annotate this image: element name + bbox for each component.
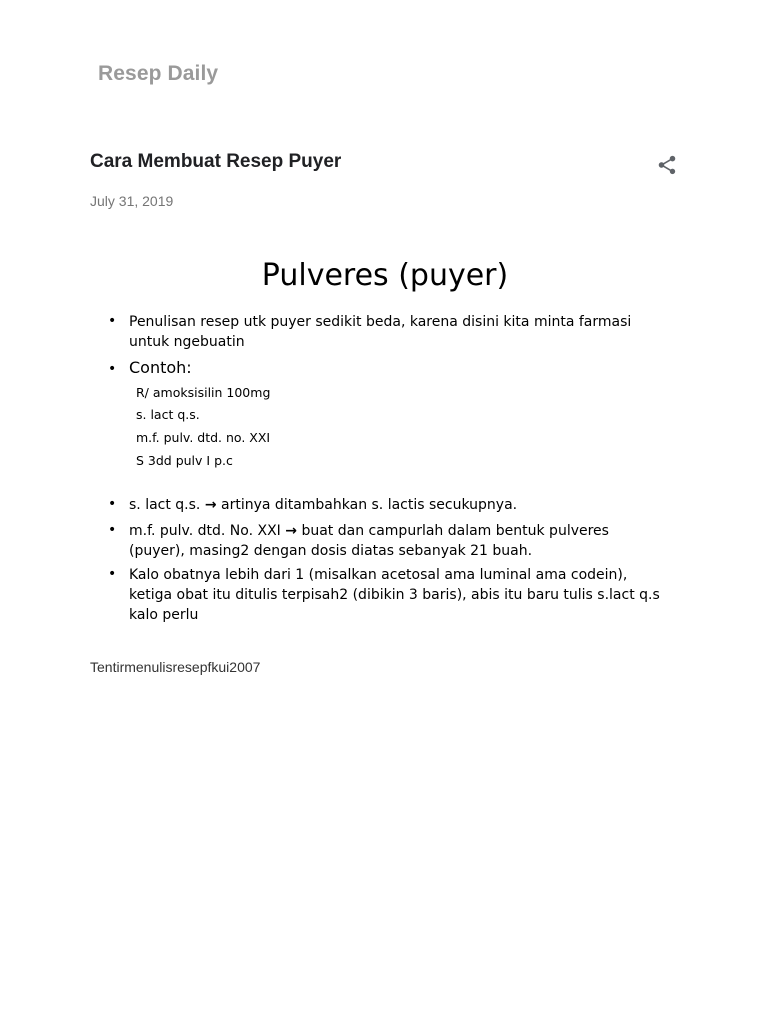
blog-title-link[interactable]: Resep Daily — [98, 62, 219, 85]
bullet-term: m.f. pulv. dtd. No. XXI — [129, 523, 281, 539]
bullet-marker: • — [108, 522, 117, 538]
example-line: S 3dd pulv I p.c — [136, 453, 233, 468]
bullet-marker: • — [108, 361, 117, 377]
post-image-slide — [90, 250, 680, 640]
share-button[interactable] — [653, 151, 681, 179]
image-caption: Tentirmenulisresepfkui2007 — [90, 659, 261, 675]
bullet-explanation: buat dan campurlah dalam bentuk pulveres (puyer), masing2 dengan dosis diatas sebanyak 21 buah. — [129, 523, 609, 559]
example-line: s. lact q.s. — [136, 407, 200, 422]
post-title: Cara Membuat Resep Puyer — [90, 151, 342, 172]
bullet-term: s. lact q.s. — [129, 497, 201, 513]
bullet-item: Kalo obatnya lebih dari 1 (misalkan acetosal ama luminal ama codein), ketiga obat itu ditulis terpisah2 (dibikin 3 baris), abis itu baru tulis s.lact q.s kalo perlu — [129, 567, 660, 623]
bullet-item — [129, 495, 669, 515]
slide-title: Pulveres (puyer) — [261, 258, 509, 293]
bullet-item — [129, 521, 669, 561]
bullet-explanation: artinya ditambahkan s. lactis secukupnya. — [221, 497, 518, 513]
arrow-right-icon: → — [285, 523, 297, 539]
share-icon — [656, 154, 678, 176]
bullet-item: Penulisan resep utk puyer sedikit beda, karena disini kita minta farmasi untuk ngebuatin — [129, 314, 632, 350]
bullet-item: Contoh: — [129, 358, 192, 377]
bullet-marker: • — [108, 313, 117, 329]
example-line: m.f. pulv. dtd. no. XXI — [136, 430, 271, 445]
example-line: R/ amoksisilin 100mg — [136, 385, 271, 400]
bullet-marker: • — [108, 496, 117, 512]
bullet-marker: • — [108, 566, 117, 582]
arrow-right-icon: → — [204, 497, 217, 513]
post-date: July 31, 2019 — [90, 193, 174, 209]
